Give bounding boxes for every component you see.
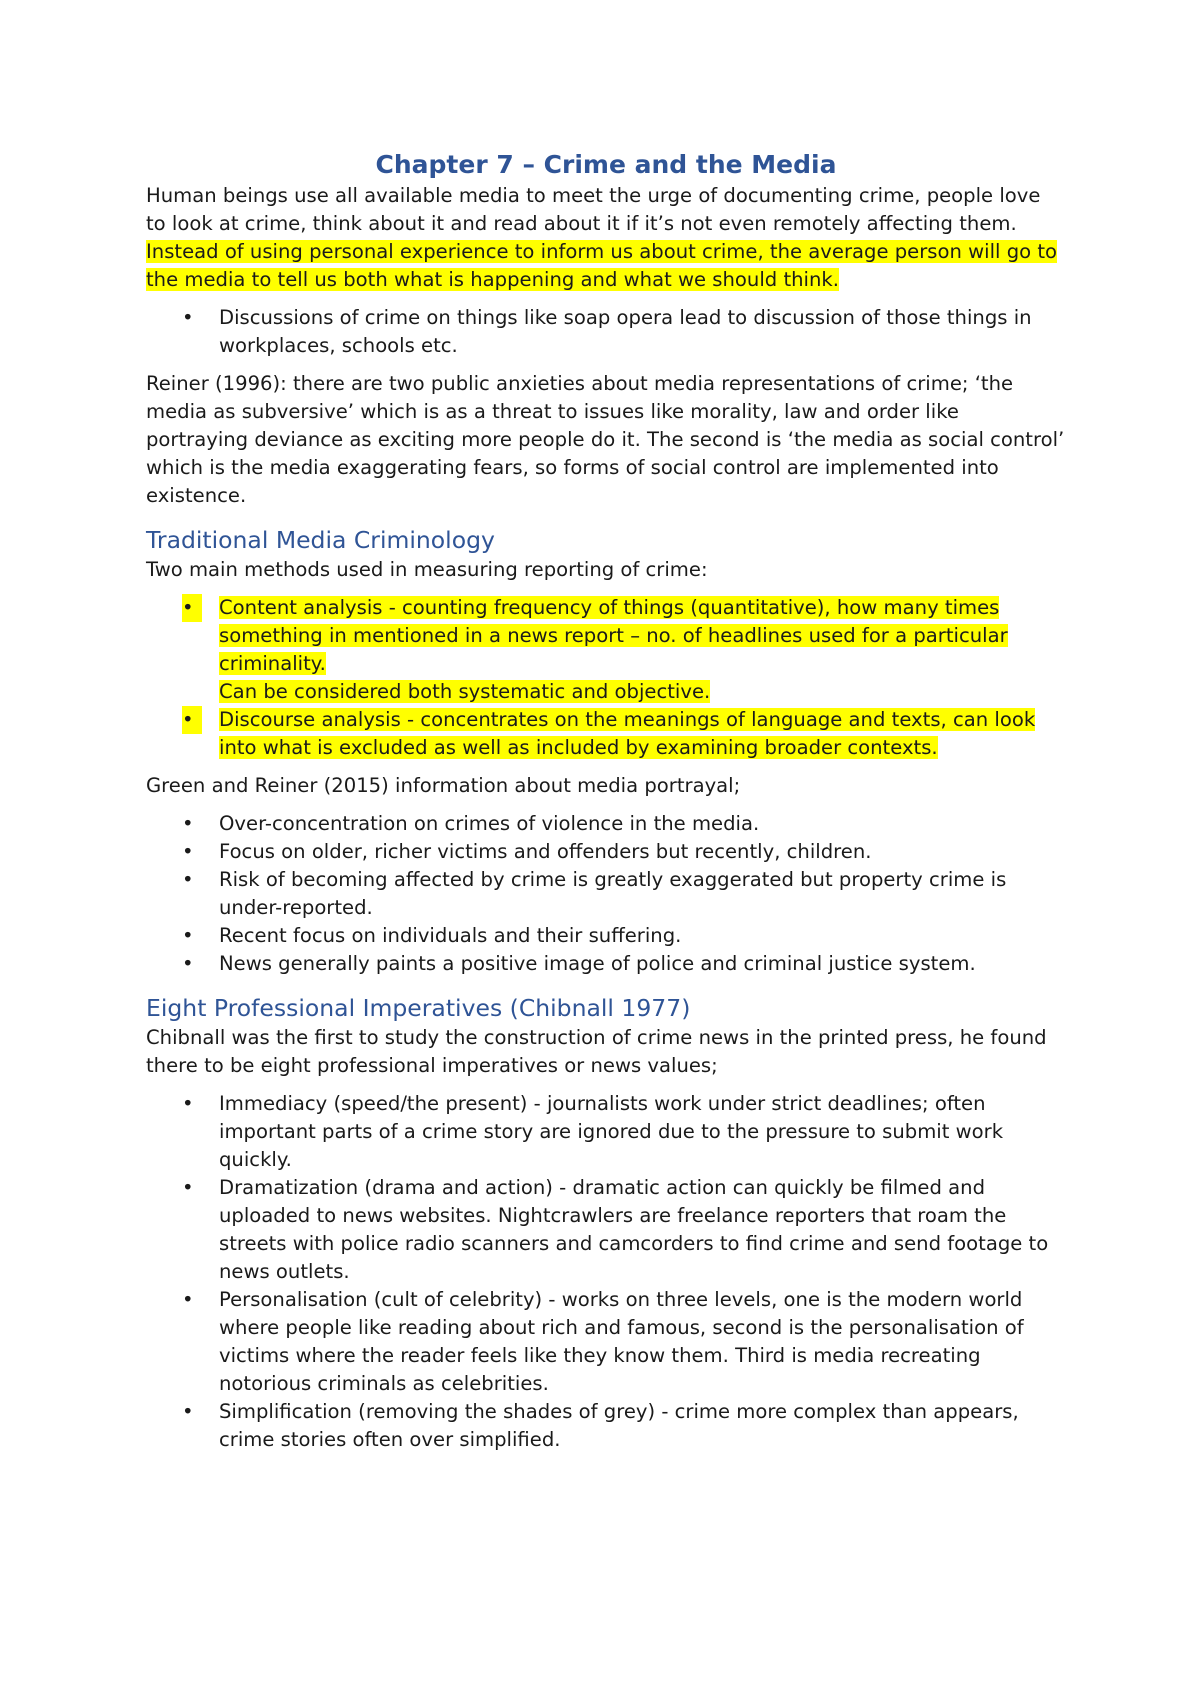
bullet-icon: •	[182, 594, 202, 622]
bullet-icon: •	[182, 1092, 194, 1115]
list-item: • Content analysis - counting frequency of things (quantitative), how many times something in mentioned in a news report – no. of headlines used for a particular criminality. Can be considered both systematic and objective.	[182, 596, 1008, 703]
intro-highlighted-text: Instead of using personal experience to inform us about crime, the average person will go to the media to tell us both what is happening and what we should think.	[146, 240, 1058, 291]
bullet-icon: •	[182, 840, 194, 863]
bullet-icon: •	[182, 706, 202, 734]
chibnall-intro: Chibnall was the first to study the construction of crime news in the printed press, he found there to be eight professional imperatives or news values;	[146, 1026, 1047, 1077]
list-item: • News generally paints a positive image of police and criminal justice system.	[146, 950, 1066, 978]
bullet-icon: •	[182, 306, 194, 329]
list-item: • Immediacy (speed/the present) - journalists work under strict deadlines; often important parts of a crime story are ignored due to the pressure to submit work quickly.	[182, 1092, 1004, 1171]
bullet-icon: •	[182, 868, 194, 891]
list-item: • Risk of becoming affected by crime is greatly exaggerated but property crime is under-reported.	[182, 868, 1007, 919]
list-item: • Personalisation (cult of celebrity) - works on three levels, one is the modern world where people like reading about rich and famous, second is the personalisation of victims where the reader feels like they know them. Third is media recreating notorious criminals as celebrities.	[182, 1288, 1024, 1395]
intro-paragraph	[146, 182, 1066, 294]
green-reiner-intro: Green and Reiner (2015) information about media portrayal;	[146, 774, 741, 797]
section-heading-imperatives: Eight Professional Imperatives (Chibnall 1977)	[146, 994, 691, 1022]
methods-intro: Two main methods used in measuring reporting of crime:	[146, 558, 708, 581]
list-item: • Discussions of crime on things like soap opera lead to discussion of those things in workplaces, schools etc.	[182, 306, 1032, 357]
document-body	[146, 148, 1066, 1464]
bullet-icon: •	[182, 812, 194, 835]
portrayal-list	[146, 810, 1066, 978]
list-item: • Recent focus on individuals and their suffering.	[146, 922, 1066, 950]
bullet-icon: •	[182, 952, 194, 975]
bullet-icon: •	[182, 1288, 194, 1311]
methods-list	[146, 594, 1066, 762]
list-item: • Dramatization (drama and action) - dramatic action can quickly be filmed and uploaded to news websites. Nightcrawlers are freelance reporters that roam the streets with police radio scanners and camcorders to find crime and send footage to news outlets.	[182, 1176, 1049, 1283]
list-item: • Discourse analysis - concentrates on the meanings of language and texts, can look into what is excluded as well as included by examining broader contexts.	[182, 708, 1036, 759]
bullet-icon: •	[182, 1176, 194, 1199]
section-heading-traditional: Traditional Media Criminology	[146, 526, 495, 554]
discussion-list	[146, 304, 1066, 360]
intro-text: Human beings use all available media to meet the urge of documenting crime, people love to look at crime, think about it and read about it if it’s not even remotely affecting them.	[146, 184, 1041, 235]
bullet-icon: •	[182, 1400, 194, 1423]
list-item: • Focus on older, richer victims and offenders but recently, children.	[146, 838, 1066, 866]
list-item: • Over-concentration on crimes of violence in the media.	[146, 810, 1066, 838]
reiner-paragraph: Reiner (1996): there are two public anxieties about media representations of crime; ‘the media as subversive’ which is as a threat to issues like morality, law and order like portraying deviance as exciting more people do it. The second is ‘the media as social control’ which is the media exaggerating fears, so forms of social control are implemented into existence.	[146, 372, 1065, 507]
chapter-title: Chapter 7 – Crime and the Media	[375, 150, 837, 179]
bullet-icon: •	[182, 924, 194, 947]
list-item: • Simplification (removing the shades of grey) - crime more complex than appears, crime stories often over simplified.	[182, 1400, 1019, 1451]
imperatives-list	[146, 1090, 1066, 1454]
